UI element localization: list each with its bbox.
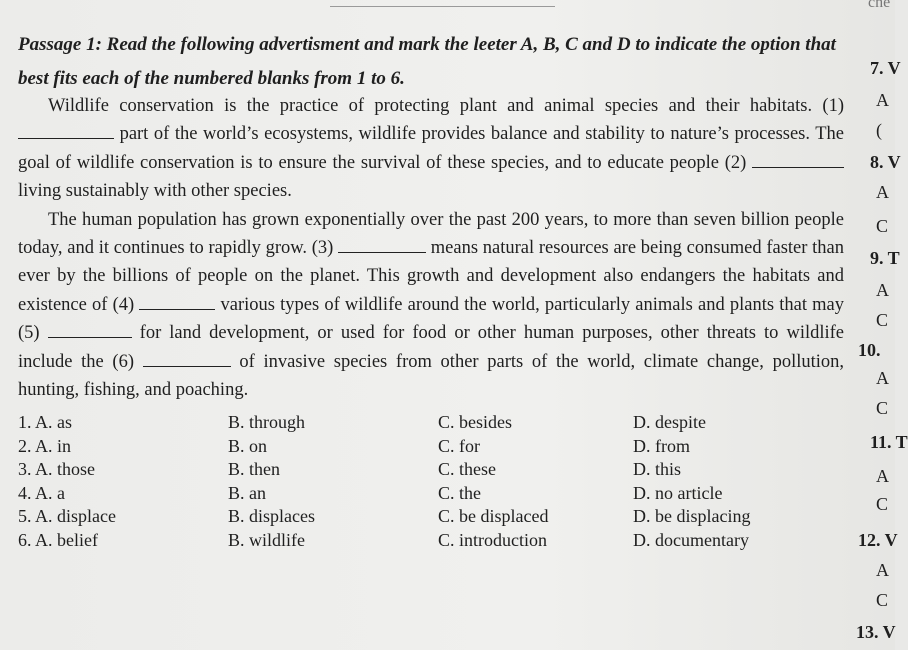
right-col-text: A <box>876 182 889 202</box>
right-col-text: C <box>876 310 889 330</box>
option-d: D. documentary <box>633 529 749 550</box>
right-col-text: 8. V <box>870 152 901 172</box>
option-c: C. the <box>438 482 481 503</box>
option-c: C. be displaced <box>438 506 549 527</box>
paragraph-1 <box>18 92 844 206</box>
option-c: C. these <box>438 459 496 480</box>
option-b: B. an <box>228 482 266 503</box>
instruction-heading: Passage 1: Read the following advertisment and mark the leeter A, B, C and D to indicate the option that best fits each of the numbered blanks from 1 to 6. <box>18 34 836 89</box>
question-row <box>18 436 808 460</box>
right-col-text: C <box>876 590 889 610</box>
paragraph-2 <box>18 206 844 405</box>
passage-text: living sustainably with other species. <box>18 181 292 202</box>
blank-1 <box>18 124 114 139</box>
right-col-text: A <box>876 280 889 300</box>
option-b: B. then <box>228 459 280 480</box>
right-col-text: 10. <box>858 340 881 360</box>
passage-text: various types of wildlife around the world, particularly animals and plants that may (5) <box>18 294 844 344</box>
right-col-text: C <box>876 494 889 514</box>
right-col-text: A <box>876 368 889 388</box>
option-b: B. displaces <box>228 506 315 527</box>
option-a: 6. A. belief <box>18 529 98 550</box>
right-col-text: C <box>876 398 889 418</box>
right-col-text: A <box>876 466 889 486</box>
option-d: D. from <box>633 435 690 456</box>
corner-text: cne <box>868 0 891 11</box>
passage-text: of invasive species from other parts of the world, climate change, pollution, hunting, fishing, and poaching. <box>18 351 845 401</box>
question-row <box>18 412 808 436</box>
blank-4 <box>139 295 215 310</box>
passage-text: part of the world’s ecosystems, wildlife provides balance and stability to nature’s processes. The goal of wildlife conservation is to ensure the survival of these species, and to educate people (2) <box>18 124 844 173</box>
answer-options <box>18 412 808 554</box>
passage-text: The human population has grown exponentially over the past 200 years, to more than seven billion people today, and it continues to rapidly grow. (3) <box>18 209 844 259</box>
right-col-text: 12. V <box>858 530 898 550</box>
option-d: D. this <box>633 459 682 480</box>
right-col-text: 11. T <box>870 432 908 452</box>
right-col-text: 7. V <box>870 58 901 78</box>
right-col-text: A <box>876 560 889 580</box>
question-row <box>18 530 808 554</box>
option-b: B. wildlife <box>228 529 305 550</box>
blank-5 <box>48 323 132 338</box>
passage-text: means natural resources are being consumed faster than ever by the billions of people on the planet. This growth and development also endangers the habitats and existence of (4) <box>18 238 845 315</box>
option-a: 3. A. those <box>18 459 96 480</box>
passage-text: Wildlife conservation is the practice of protecting plant and animal species and their habitats. (1) <box>48 96 844 116</box>
option-b: B. on <box>228 435 268 456</box>
option-a: 4. A. a <box>18 482 65 503</box>
option-d: D. no article <box>633 482 723 503</box>
option-a: 5. A. displace <box>18 506 116 527</box>
option-d: D. despite <box>633 412 706 432</box>
blank-2 <box>752 153 844 168</box>
blank-6 <box>143 352 231 367</box>
right-col-text: A <box>876 90 889 110</box>
option-c: C. introduction <box>438 529 547 550</box>
right-col-text: 13. V <box>856 622 896 642</box>
option-b: B. through <box>228 412 306 432</box>
question-row <box>18 483 808 507</box>
option-d: D. be displacing <box>633 506 751 527</box>
option-a: 2. A. in <box>18 435 72 456</box>
blank-3 <box>338 238 426 253</box>
right-col-text: ( <box>876 120 882 140</box>
right-col-text: C <box>876 216 889 236</box>
option-c: C. for <box>438 435 480 456</box>
right-col-text: 9. T <box>870 248 900 268</box>
passage <box>18 92 844 404</box>
option-c: C. besides <box>438 412 512 432</box>
question-row <box>18 459 808 483</box>
cropped-right-column <box>850 0 908 650</box>
passage-text: for land development, or used for food or other human purposes, other threats to wildlife include the (6) <box>18 323 845 372</box>
option-a: 1. A. as <box>18 412 72 432</box>
top-edge-line <box>330 0 555 7</box>
question-row <box>18 506 808 530</box>
